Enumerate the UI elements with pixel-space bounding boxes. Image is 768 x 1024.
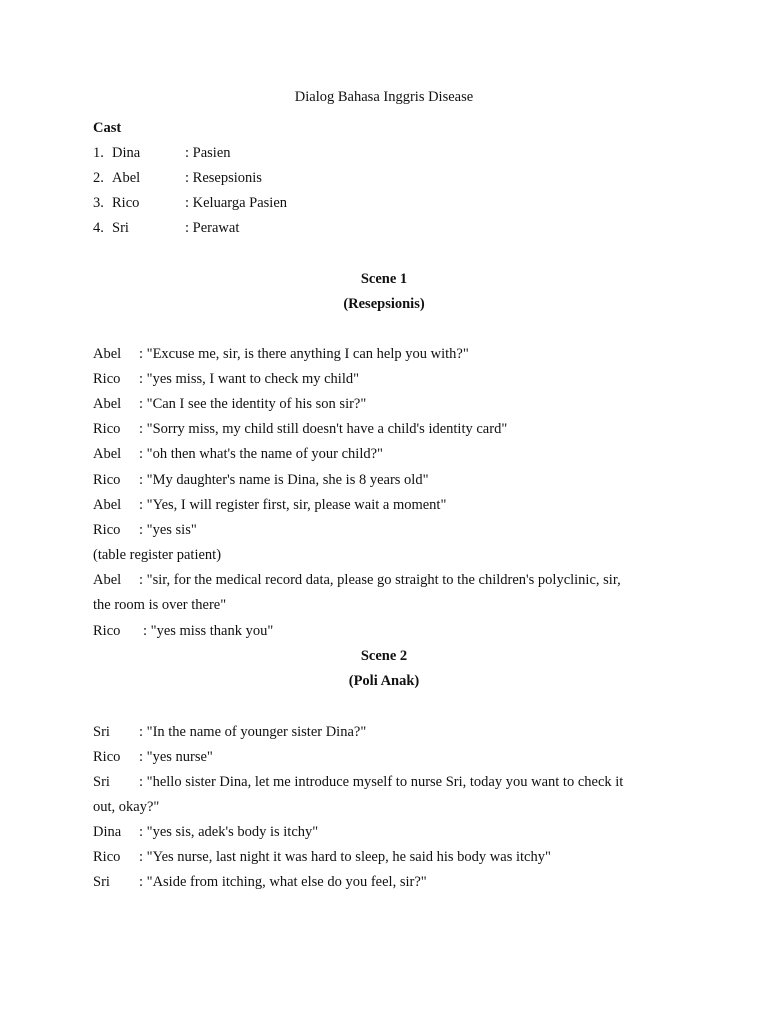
cast-name: Sri [112, 220, 129, 236]
dialog-text: : "Aside from itching, what else do you feel, sir?" [139, 874, 427, 890]
speaker: Abel [93, 497, 122, 513]
speaker: Dina [93, 824, 122, 840]
dialog-text: : "sir, for the medical record data, please go straight to the children's polyclinic, sir, [139, 572, 621, 588]
dialog-text: : "Can I see the identity of his son sir?" [139, 396, 367, 412]
dialog-text: : "yes sis" [139, 522, 197, 538]
speaker: Sri [93, 874, 110, 890]
dialog-text: : "My daughter's name is Dina, she is 8 years old" [139, 472, 429, 488]
speaker: Abel [93, 346, 122, 362]
cast-name: Dina [112, 145, 141, 161]
dialog-text: : "Excuse me, sir, is there anything I can help you with?" [139, 346, 469, 362]
scene1-heading: Scene 1 [360, 271, 408, 287]
speaker: Rico [93, 749, 121, 765]
cast-heading: Cast [93, 120, 122, 136]
cast-number: 4. [93, 220, 104, 236]
cast-number: 3. [93, 195, 104, 211]
dialog-text: : "yes miss, I want to check my child" [139, 371, 360, 387]
speaker: Abel [93, 572, 122, 588]
cast-number: 2. [93, 170, 104, 186]
dialog-text: : "Yes, I will register first, sir, please wait a moment" [139, 497, 447, 513]
stage-direction: (table register patient) [93, 547, 222, 563]
cast-role: : Perawat [185, 220, 240, 236]
dialog-text-continuation: the room is over there" [93, 597, 227, 613]
cast-role: : Resepsionis [185, 170, 262, 186]
speaker: Abel [93, 396, 122, 412]
dialog-text: : "Yes nurse, last night it was hard to sleep, he said his body was itchy" [139, 849, 551, 865]
document-title: Dialog Bahasa Inggris Disease [294, 89, 474, 105]
dialog-text: : "In the name of younger sister Dina?" [139, 724, 367, 740]
scene2-heading: Scene 2 [360, 648, 408, 664]
cast-role: : Keluarga Pasien [185, 195, 288, 211]
dialog-text: : "yes nurse" [139, 749, 213, 765]
dialog-text: : "oh then what's the name of your child?" [139, 446, 383, 462]
speaker: Rico [93, 472, 121, 488]
cast-role: : Pasien [185, 145, 231, 161]
speaker: Rico [93, 371, 121, 387]
dialog-text: : "Sorry miss, my child still doesn't have a child's identity card" [139, 421, 508, 437]
dialog-text-continuation: out, okay?" [93, 799, 160, 815]
speaker: Rico [93, 623, 121, 639]
scene2-subheading: (Poli Anak) [348, 673, 420, 689]
speaker: Rico [93, 522, 121, 538]
speaker: Abel [93, 446, 122, 462]
speaker: Sri [93, 774, 110, 790]
speaker: Rico [93, 849, 121, 865]
speaker: Sri [93, 724, 110, 740]
cast-name: Abel [112, 170, 141, 186]
scene1-subheading: (Resepsionis) [343, 296, 425, 312]
speaker: Rico [93, 421, 121, 437]
cast-number: 1. [93, 145, 104, 161]
dialog-text: : "yes miss thank you" [143, 623, 274, 639]
dialog-text: : "yes sis, adek's body is itchy" [139, 824, 319, 840]
cast-name: Rico [112, 195, 140, 211]
dialog-text: : "hello sister Dina, let me introduce myself to nurse Sri, today you want to check it [139, 774, 624, 790]
